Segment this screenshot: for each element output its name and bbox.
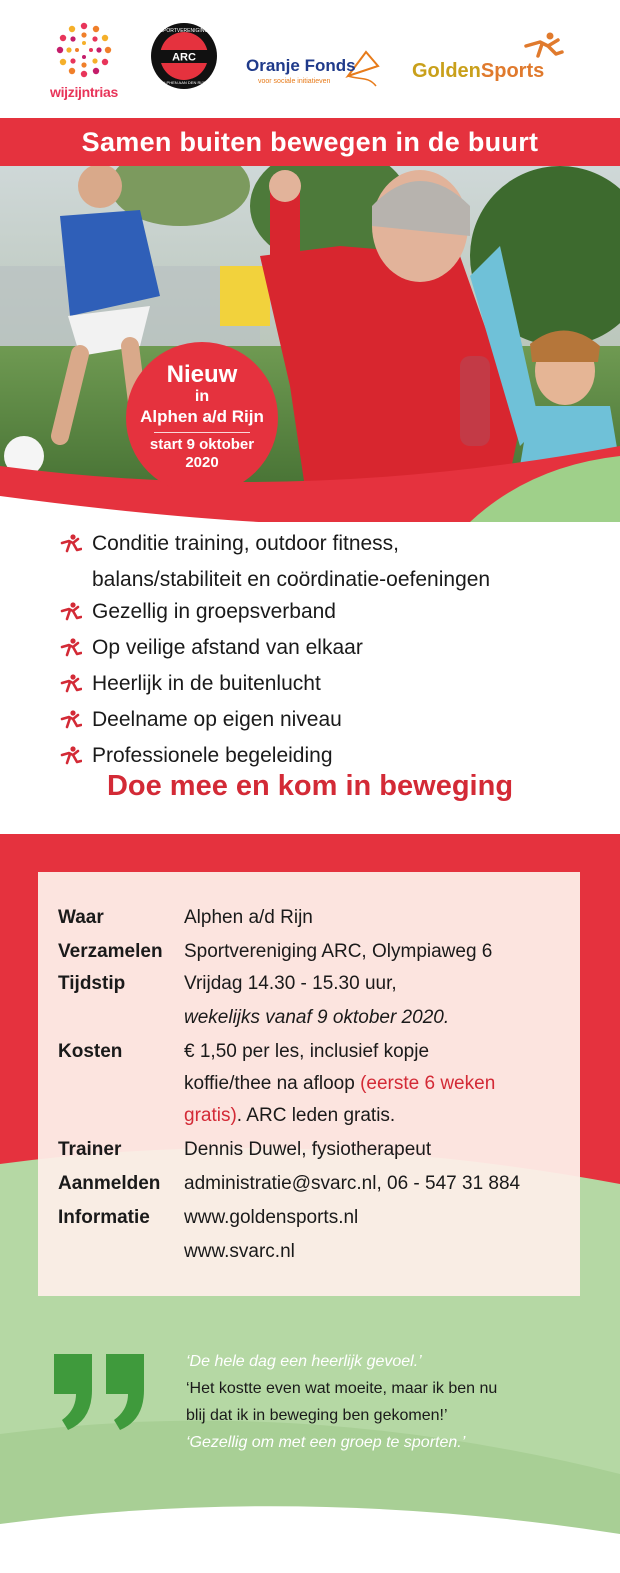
arc-center-text: ARC: [172, 51, 196, 64]
info-label: Informatie: [58, 1207, 150, 1228]
info-value: Sportvereniging ARC, Olympiaweg 6: [184, 941, 493, 962]
benefit-text: Heerlijk in de buitenlucht: [92, 672, 321, 695]
arc-badge-icon: [150, 22, 218, 90]
info-value: [184, 1100, 564, 1132]
info-value: € 1,50 per les, inclusief kopje: [184, 1041, 430, 1062]
runner-icon: [60, 632, 92, 668]
badge-line-place: Alphen a/d Rijn: [140, 407, 264, 426]
benefit-text: Deelname op eigen niveau: [92, 708, 342, 731]
badge-line-start: start 9 oktober: [149, 436, 255, 453]
info-label: Verzamelen: [58, 941, 163, 962]
info-value-part: . ARC leden gratis.: [236, 1105, 396, 1126]
goldensports-wordmark: [412, 60, 544, 83]
info-value-part: koffie/thee na afloop: [184, 1073, 361, 1094]
info-value-highlight: gratis): [184, 1105, 237, 1126]
arc-logo: [150, 22, 218, 90]
info-value: Vrijdag 14.30 - 15.30 uur,: [184, 973, 397, 994]
benefit-item: [60, 528, 600, 564]
wijzijntrias-ring-icon: [56, 22, 112, 78]
benefit-list: [60, 528, 600, 776]
arc-top-text: SPORTVERENIGING: [159, 28, 209, 34]
badge-line-year: 2020: [185, 454, 219, 471]
quote-marks-icon: [50, 1350, 150, 1432]
benefit-text: Op veilige afstand van elkaar: [92, 636, 363, 659]
info-value: Alphen a/d Rijn: [184, 907, 313, 928]
info-value: administratie@svarc.nl, 06 - 547 31 884: [184, 1173, 521, 1194]
info-value-highlight: (eerste 6 weken: [360, 1073, 496, 1094]
benefit-item: [60, 704, 600, 740]
benefit-text: Conditie training, outdoor fitness,: [92, 532, 400, 555]
hero-photo: [0, 166, 620, 522]
wijzijntrias-wordmark: wijzijntrias: [50, 84, 118, 100]
call-to-action: Doe mee en kom in beweging: [106, 770, 514, 802]
testimonials: [186, 1348, 586, 1456]
runner-icon: [60, 704, 92, 740]
runner-logo-icon: [522, 32, 566, 60]
arc-bottom-text: ALPHEN AAN DEN RIJN: [161, 80, 207, 85]
goldensports-logo: [410, 32, 575, 92]
info-value: Dennis Duwel, fysiotherapeut: [184, 1139, 432, 1160]
runner-icon: [60, 596, 92, 632]
benefit-item: [60, 596, 600, 632]
testimonial-quote: ‘De hele dag een heerlijk gevoel.’: [186, 1353, 422, 1370]
badge-divider: [154, 432, 250, 433]
info-label: Tijdstip: [58, 973, 126, 994]
badge-line-nieuw: Nieuw: [166, 361, 238, 388]
benefit-item-continuation: [60, 564, 600, 596]
info-label: Kosten: [58, 1041, 123, 1062]
testimonial-quote: ‘Het kostte even wat moeite, maar ik ben nu: [186, 1380, 498, 1397]
testimonial-quote: ‘Gezellig om met een groep te sporten.’: [186, 1434, 466, 1451]
hero-illustration: [0, 166, 620, 522]
benefit-item: [60, 668, 600, 704]
benefit-text: Professionele begeleiding: [92, 744, 333, 767]
info-label: Aanmelden: [58, 1173, 161, 1194]
title-band: [0, 118, 620, 166]
golden-text: Golden: [412, 60, 481, 82]
info-label: Waar: [58, 907, 104, 928]
badge-line-in: in: [194, 388, 210, 405]
benefit-text: balans/stabiliteit en coördinatie-oefeningen: [92, 568, 491, 591]
benefit-text: Gezellig in groepsverband: [92, 600, 336, 623]
info-label: Trainer: [58, 1139, 122, 1160]
start-badge: [126, 342, 278, 494]
oranje-fonds-logo: [240, 50, 390, 100]
sports-text: Sports: [480, 60, 545, 82]
oranje-fonds-tagline: voor sociale initiatieven: [258, 78, 331, 85]
runner-icon: [60, 668, 92, 704]
info-link-svarc: www.svarc.nl: [184, 1241, 295, 1262]
logo-row: [0, 0, 620, 118]
oranje-fonds-name: Oranje Fonds: [246, 56, 356, 75]
wijzijntrias-logo: [44, 22, 124, 104]
runner-icon: [60, 528, 92, 564]
info-value: wekelijks vanaf 9 oktober 2020.: [184, 1007, 450, 1028]
page-title: Samen buiten bewegen in de buurt: [81, 127, 539, 157]
testimonial-quote-continued: blij dat ik in beweging ben gekomen!’: [186, 1407, 448, 1424]
info-value: [184, 1068, 564, 1100]
benefit-item: [60, 632, 600, 668]
info-link-goldensports: www.goldensports.nl: [184, 1207, 359, 1228]
